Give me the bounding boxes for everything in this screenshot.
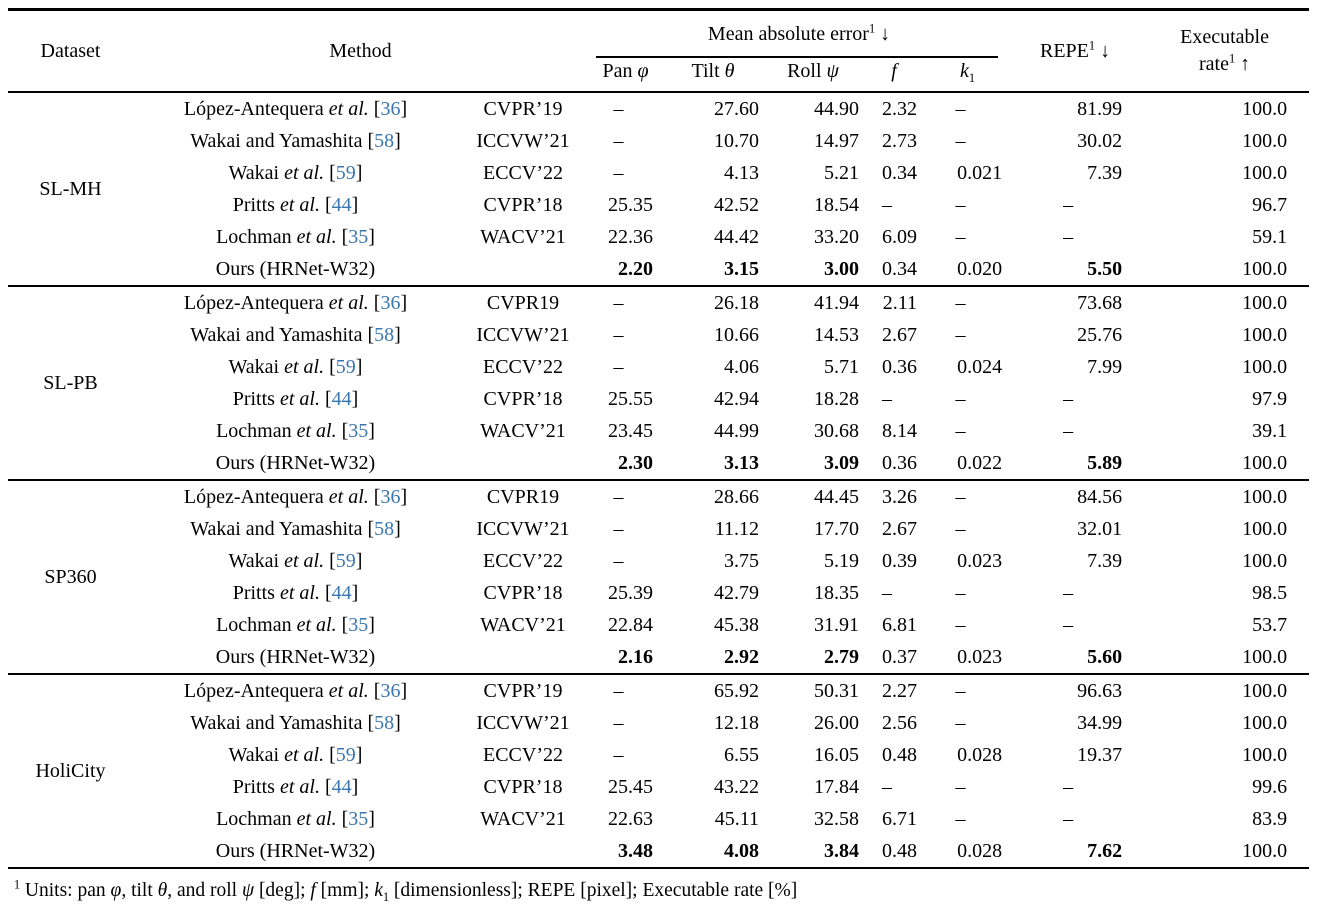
venue-cell: ECCV’22: [483, 743, 563, 766]
citation-link[interactable]: 59: [335, 743, 356, 766]
cell-tilt: 42.79: [714, 581, 759, 604]
citation-link[interactable]: 59: [335, 161, 356, 184]
method-cell: Wakai et al. [59]: [228, 355, 363, 378]
citation-link[interactable]: 58: [374, 517, 395, 540]
cell-f: 8.14: [882, 419, 917, 442]
cell-k1: –: [955, 807, 966, 830]
citation-link[interactable]: 36: [380, 679, 401, 702]
cell-roll: 2.79: [824, 645, 859, 668]
table-row: [8, 415, 1309, 447]
cell-exec-rate: 100.0: [1242, 97, 1288, 120]
cell-f: 0.39: [882, 549, 917, 572]
col-header-mean-absolute-error: [588, 10, 1010, 59]
cell-exec-rate: 100.0: [1242, 161, 1288, 184]
table-row: [8, 707, 1309, 739]
method-cell: Ours (HRNet-W32): [215, 257, 376, 280]
method-cell: López-Antequera et al. [36]: [183, 679, 408, 702]
cell-f: –: [882, 193, 892, 216]
cell-pan: 25.35: [608, 193, 653, 216]
cell-k1: –: [955, 225, 966, 248]
cell-tilt: 44.42: [714, 225, 759, 248]
method-cell: Lochman et al. [35]: [216, 807, 375, 830]
cell-exec-rate: 96.7: [1252, 193, 1288, 216]
table-row: [8, 125, 1309, 157]
method-cell: Ours (HRNet-W32): [215, 451, 376, 474]
cell-repe: 84.56: [1077, 485, 1123, 508]
venue-cell: ICCVW’21: [476, 129, 570, 152]
cell-exec-rate: 100.0: [1242, 451, 1288, 474]
venue-cell: ECCV’22: [483, 355, 563, 378]
cell-k1: –: [955, 129, 966, 152]
col-header-executable-rate: [1140, 10, 1309, 93]
cell-k1: –: [955, 613, 966, 636]
citation-link[interactable]: 58: [374, 711, 395, 734]
cell-f: –: [882, 581, 892, 604]
cell-k1: –: [955, 711, 966, 734]
cell-tilt: 4.13: [724, 161, 759, 184]
citation-link[interactable]: 58: [374, 129, 395, 152]
citation-link[interactable]: 59: [335, 549, 356, 572]
col-header-method: Method: [329, 39, 392, 62]
cell-f: 2.73: [882, 129, 917, 152]
citation-link[interactable]: 36: [380, 485, 401, 508]
citation-link[interactable]: 44: [331, 193, 352, 216]
cell-repe: –: [1063, 775, 1074, 798]
venue-cell: [458, 641, 588, 674]
cell-tilt: 26.18: [714, 291, 759, 314]
cell-exec-rate: 100.0: [1242, 743, 1288, 766]
method-cell: Wakai and Yamashita [58]: [190, 517, 401, 540]
venue-cell: CVPR’18: [483, 193, 563, 216]
cell-roll: 18.35: [814, 581, 859, 604]
cell-roll: 41.94: [814, 291, 859, 314]
citation-link[interactable]: 44: [331, 387, 352, 410]
table-row: [8, 319, 1309, 351]
cell-exec-rate: 100.0: [1242, 645, 1288, 668]
method-cell: Wakai and Yamashita [58]: [190, 129, 401, 152]
cell-tilt: 4.08: [724, 839, 759, 862]
cell-tilt: 11.12: [714, 517, 759, 540]
cell-exec-rate: 59.1: [1252, 225, 1288, 248]
cell-roll: 31.91: [814, 613, 859, 636]
footnote-text: $^1$ Units: pan φ, tilt θ, and roll ψ [deg]; f [mm]; $k_1$ [dimensionless]; REPE [pixel]; Executable rate [%]: [14, 877, 798, 904]
cell-exec-rate: 100.0: [1242, 485, 1288, 508]
cell-exec-rate: 100.0: [1242, 517, 1288, 540]
table-header: [8, 10, 1309, 93]
cell-roll: 5.71: [824, 355, 859, 378]
cell-pan: 23.45: [608, 419, 653, 442]
cell-pan: 25.55: [608, 387, 653, 410]
venue-cell: CVPR’19: [483, 97, 563, 120]
venue-cell: ICCVW’21: [476, 711, 570, 734]
table-row: [8, 577, 1309, 609]
cell-exec-rate: 100.0: [1242, 291, 1288, 314]
cell-exec-rate: 100.0: [1242, 839, 1288, 862]
cell-exec-rate: 100.0: [1242, 549, 1288, 572]
venue-cell: WACV’21: [480, 225, 566, 248]
venue-cell: [458, 835, 588, 868]
cell-pan: 2.16: [618, 645, 653, 668]
table-row: [8, 771, 1309, 803]
method-cell: Wakai and Yamashita [58]: [190, 323, 401, 346]
table-row: [8, 480, 1309, 513]
venue-cell: WACV’21: [480, 419, 566, 442]
mae-span-rule: [596, 56, 998, 58]
cell-exec-rate: 100.0: [1242, 129, 1288, 152]
cell-repe: –: [1063, 225, 1074, 248]
venue-cell: ICCVW’21: [476, 517, 570, 540]
cell-roll: 26.00: [814, 711, 859, 734]
cell-pan: 22.84: [608, 613, 653, 636]
citation-link[interactable]: 35: [348, 419, 369, 442]
cell-tilt: 10.66: [714, 323, 759, 346]
cell-pan: 3.48: [618, 839, 653, 862]
cell-tilt: 6.55: [724, 743, 759, 766]
cell-k1: –: [955, 419, 966, 442]
method-cell: López-Antequera et al. [36]: [183, 291, 408, 314]
table-row: [8, 674, 1309, 707]
venue-cell: ICCVW’21: [476, 323, 570, 346]
cell-repe: 30.02: [1077, 129, 1123, 152]
dataset-group-holicity: [8, 674, 1309, 868]
method-cell: López-Antequera et al. [36]: [183, 97, 408, 120]
cell-f: 2.56: [882, 711, 917, 734]
method-cell: Lochman et al. [35]: [216, 225, 375, 248]
cell-pan: –: [613, 549, 624, 572]
cell-exec-rate: 100.0: [1242, 711, 1288, 734]
cell-k1: –: [955, 581, 966, 604]
venue-cell: CVPR’18: [483, 775, 563, 798]
citation-link[interactable]: 59: [335, 355, 356, 378]
cell-tilt: 45.38: [714, 613, 759, 636]
dataset-group-sp360: [8, 480, 1309, 674]
table-row: [8, 545, 1309, 577]
cell-repe: –: [1063, 419, 1074, 442]
dataset-group-sl-mh: [8, 92, 1309, 286]
cell-pan: 25.45: [608, 775, 653, 798]
citation-link[interactable]: 44: [331, 581, 352, 604]
venue-cell: [458, 253, 588, 286]
cell-repe: 96.63: [1077, 679, 1123, 702]
method-cell: Pritts et al. [44]: [232, 775, 359, 798]
cell-repe: 25.76: [1077, 323, 1123, 346]
cell-pan: –: [613, 129, 624, 152]
cell-k1: 0.020: [957, 257, 1003, 280]
cell-pan: –: [613, 517, 624, 540]
cell-k1: 0.022: [957, 451, 1003, 474]
citation-link[interactable]: 35: [348, 613, 369, 636]
citation-link[interactable]: 36: [380, 291, 401, 314]
table-row: [8, 447, 1309, 480]
cell-k1: 0.028: [957, 839, 1003, 862]
method-cell: Wakai et al. [59]: [228, 161, 363, 184]
cell-k1: –: [955, 485, 966, 508]
cell-roll: 17.84: [814, 775, 859, 798]
method-cell: Wakai et al. [59]: [228, 549, 363, 572]
cell-k1: –: [955, 97, 966, 120]
table-row: [8, 92, 1309, 125]
venue-cell: WACV’21: [480, 613, 566, 636]
venue-cell: CVPR’18: [483, 387, 563, 410]
cell-pan: 22.63: [608, 807, 653, 830]
method-cell: Lochman et al. [35]: [216, 613, 375, 636]
table-row: [8, 835, 1309, 868]
cell-repe: –: [1063, 581, 1074, 604]
cell-pan: –: [613, 97, 624, 120]
cell-pan: –: [613, 161, 624, 184]
cell-roll: 3.84: [824, 839, 859, 862]
cell-tilt: 3.15: [724, 257, 759, 280]
col-header-pan: Pan φ: [602, 60, 649, 82]
cell-f: 0.34: [882, 161, 917, 184]
cell-pan: –: [613, 711, 624, 734]
cell-repe: 7.39: [1087, 549, 1123, 572]
cell-f: –: [882, 387, 892, 410]
cell-f: 2.27: [882, 679, 917, 702]
cell-pan: 2.30: [618, 451, 653, 474]
cell-tilt: 28.66: [714, 485, 759, 508]
dataset-label: SL-MH: [39, 177, 102, 200]
venue-cell: ECCV’22: [483, 161, 563, 184]
cell-k1: –: [955, 323, 966, 346]
cell-k1: –: [955, 517, 966, 540]
table-row: [8, 739, 1309, 771]
cell-tilt: 12.18: [714, 711, 759, 734]
cell-k1: –: [955, 291, 966, 314]
cell-repe: 7.99: [1087, 355, 1123, 378]
cell-f: 6.09: [882, 225, 917, 248]
cell-pan: 22.36: [608, 225, 653, 248]
table-row: [8, 286, 1309, 319]
col-header-dataset: Dataset: [40, 39, 101, 62]
cell-k1: –: [955, 387, 966, 410]
cell-f: 2.67: [882, 323, 917, 346]
table-row: [8, 253, 1309, 286]
dataset-label: SP360: [44, 565, 97, 588]
cell-k1: –: [955, 193, 966, 216]
cell-tilt: 42.52: [714, 193, 759, 216]
col-header-tilt: Tilt θ: [691, 60, 735, 82]
cell-pan: 25.39: [608, 581, 653, 604]
cell-tilt: 2.92: [724, 645, 759, 668]
table-row: [8, 383, 1309, 415]
method-cell: Lochman et al. [35]: [216, 419, 375, 442]
citation-link[interactable]: 35: [348, 807, 369, 830]
cell-roll: 5.21: [824, 161, 859, 184]
cell-pan: 2.20: [618, 257, 653, 280]
cell-pan: –: [613, 291, 624, 314]
cell-k1: 0.028: [957, 743, 1003, 766]
table-row: [8, 157, 1309, 189]
cell-roll: 14.53: [814, 323, 859, 346]
cell-roll: 17.70: [814, 517, 859, 540]
cell-roll: 5.19: [824, 549, 859, 572]
cell-repe: 34.99: [1077, 711, 1123, 734]
executable-rate-line2: rate$^1$ ↑: [1198, 51, 1251, 75]
cell-roll: 32.58: [814, 807, 859, 830]
citation-link[interactable]: 36: [380, 97, 401, 120]
cell-exec-rate: 100.0: [1242, 323, 1288, 346]
cell-exec-rate: 39.1: [1252, 419, 1288, 442]
cell-tilt: 27.60: [714, 97, 759, 120]
cell-tilt: 43.22: [714, 775, 759, 798]
mae-label: Mean absolute error$^1$ ↓: [707, 21, 891, 45]
cell-repe: –: [1063, 387, 1074, 410]
cell-exec-rate: 53.7: [1252, 613, 1288, 636]
cell-repe: 5.89: [1087, 451, 1123, 474]
cell-tilt: 10.70: [714, 129, 759, 152]
cell-k1: –: [955, 679, 966, 702]
cell-f: –: [882, 775, 892, 798]
cell-pan: –: [613, 485, 624, 508]
dataset-label: HoliCity: [35, 759, 106, 782]
method-cell: Ours (HRNet-W32): [215, 645, 376, 668]
cell-f: 2.32: [882, 97, 917, 120]
cell-roll: 14.97: [814, 129, 859, 152]
cell-pan: –: [613, 355, 624, 378]
cell-f: 0.36: [882, 451, 917, 474]
table-row: [8, 351, 1309, 383]
cell-f: 6.81: [882, 613, 917, 636]
cell-roll: 50.31: [814, 679, 859, 702]
cell-pan: –: [613, 679, 624, 702]
cell-k1: –: [955, 775, 966, 798]
cell-f: 0.37: [882, 645, 917, 668]
venue-cell: CVPR19: [486, 291, 560, 314]
table-row: [8, 189, 1309, 221]
cell-repe: 81.99: [1077, 97, 1123, 120]
cell-exec-rate: 99.6: [1252, 775, 1288, 798]
cell-roll: 33.20: [814, 225, 859, 248]
cell-tilt: 42.94: [714, 387, 759, 410]
cell-k1: 0.021: [957, 161, 1003, 184]
cell-roll: 3.00: [824, 257, 859, 280]
cell-exec-rate: 83.9: [1252, 807, 1288, 830]
cell-repe: 73.68: [1077, 291, 1123, 314]
cell-repe: –: [1063, 807, 1074, 830]
col-header-k1: $k_1$: [959, 60, 976, 85]
method-cell: Wakai et al. [59]: [228, 743, 363, 766]
cell-repe: 7.62: [1087, 839, 1123, 862]
cell-exec-rate: 100.0: [1242, 257, 1288, 280]
cell-f: 0.48: [882, 839, 917, 862]
cell-pan: –: [613, 743, 624, 766]
col-header-f: f: [891, 60, 897, 82]
table-row: [8, 609, 1309, 641]
cell-k1: 0.023: [957, 645, 1003, 668]
cell-tilt: 4.06: [724, 355, 759, 378]
cell-k1: 0.023: [957, 549, 1003, 572]
cell-roll: 44.45: [814, 485, 859, 508]
cell-f: 0.34: [882, 257, 917, 280]
cell-pan: –: [613, 323, 624, 346]
cell-f: 0.36: [882, 355, 917, 378]
method-cell: Pritts et al. [44]: [232, 193, 359, 216]
cell-exec-rate: 98.5: [1252, 581, 1288, 604]
venue-cell: CVPR19: [486, 485, 560, 508]
cell-exec-rate: 100.0: [1242, 679, 1288, 702]
dataset-group-sl-pb: [8, 286, 1309, 480]
cell-roll: 30.68: [814, 419, 859, 442]
col-header-repe: [1010, 10, 1140, 93]
executable-rate-line1: Executable: [1180, 26, 1269, 48]
venue-cell: CVPR’18: [483, 581, 563, 604]
citation-link[interactable]: 44: [331, 775, 352, 798]
cell-repe: 5.50: [1087, 257, 1123, 280]
cell-f: 0.48: [882, 743, 917, 766]
method-cell: Ours (HRNet-W32): [215, 839, 376, 862]
cell-f: 3.26: [882, 485, 917, 508]
table-row: [8, 803, 1309, 835]
cell-roll: 16.05: [814, 743, 859, 766]
cell-k1: 0.024: [957, 355, 1003, 378]
cell-repe: 5.60: [1087, 645, 1123, 668]
cell-exec-rate: 97.9: [1252, 387, 1288, 410]
method-cell: Pritts et al. [44]: [232, 387, 359, 410]
cell-roll: 3.09: [824, 451, 859, 474]
repe-label: REPE$^1$ ↓: [1040, 37, 1111, 62]
cell-repe: 19.37: [1077, 743, 1123, 766]
venue-cell: [458, 447, 588, 480]
cell-tilt: 45.11: [714, 807, 759, 830]
citation-link[interactable]: 35: [348, 225, 369, 248]
method-cell: Pritts et al. [44]: [232, 581, 359, 604]
cell-repe: –: [1063, 613, 1074, 636]
table-row: [8, 513, 1309, 545]
cell-roll: 18.54: [814, 193, 859, 216]
venue-cell: CVPR’19: [483, 679, 563, 702]
results-table: [8, 8, 1309, 869]
table-footnote: [8, 877, 1309, 904]
cell-roll: 44.90: [814, 97, 859, 120]
cell-tilt: 3.13: [724, 451, 759, 474]
method-cell: López-Antequera et al. [36]: [183, 485, 408, 508]
cell-repe: 7.39: [1087, 161, 1123, 184]
citation-link[interactable]: 58: [374, 323, 395, 346]
venue-cell: ECCV’22: [483, 549, 563, 572]
dataset-label: SL-PB: [43, 371, 98, 394]
venue-cell: WACV’21: [480, 807, 566, 830]
cell-f: 2.11: [882, 291, 917, 314]
cell-tilt: 44.99: [714, 419, 759, 442]
cell-f: 2.67: [882, 517, 917, 540]
col-header-roll: Roll ψ: [787, 60, 839, 82]
cell-repe: –: [1063, 193, 1074, 216]
cell-repe: 32.01: [1077, 517, 1123, 540]
cell-f: 6.71: [882, 807, 917, 830]
cell-tilt: 3.75: [724, 549, 759, 572]
table-row: [8, 641, 1309, 674]
cell-exec-rate: 100.0: [1242, 355, 1288, 378]
cell-roll: 18.28: [814, 387, 859, 410]
cell-tilt: 65.92: [714, 679, 759, 702]
table-row: [8, 221, 1309, 253]
method-cell: Wakai and Yamashita [58]: [190, 711, 401, 734]
header-row-1: [8, 10, 1309, 59]
